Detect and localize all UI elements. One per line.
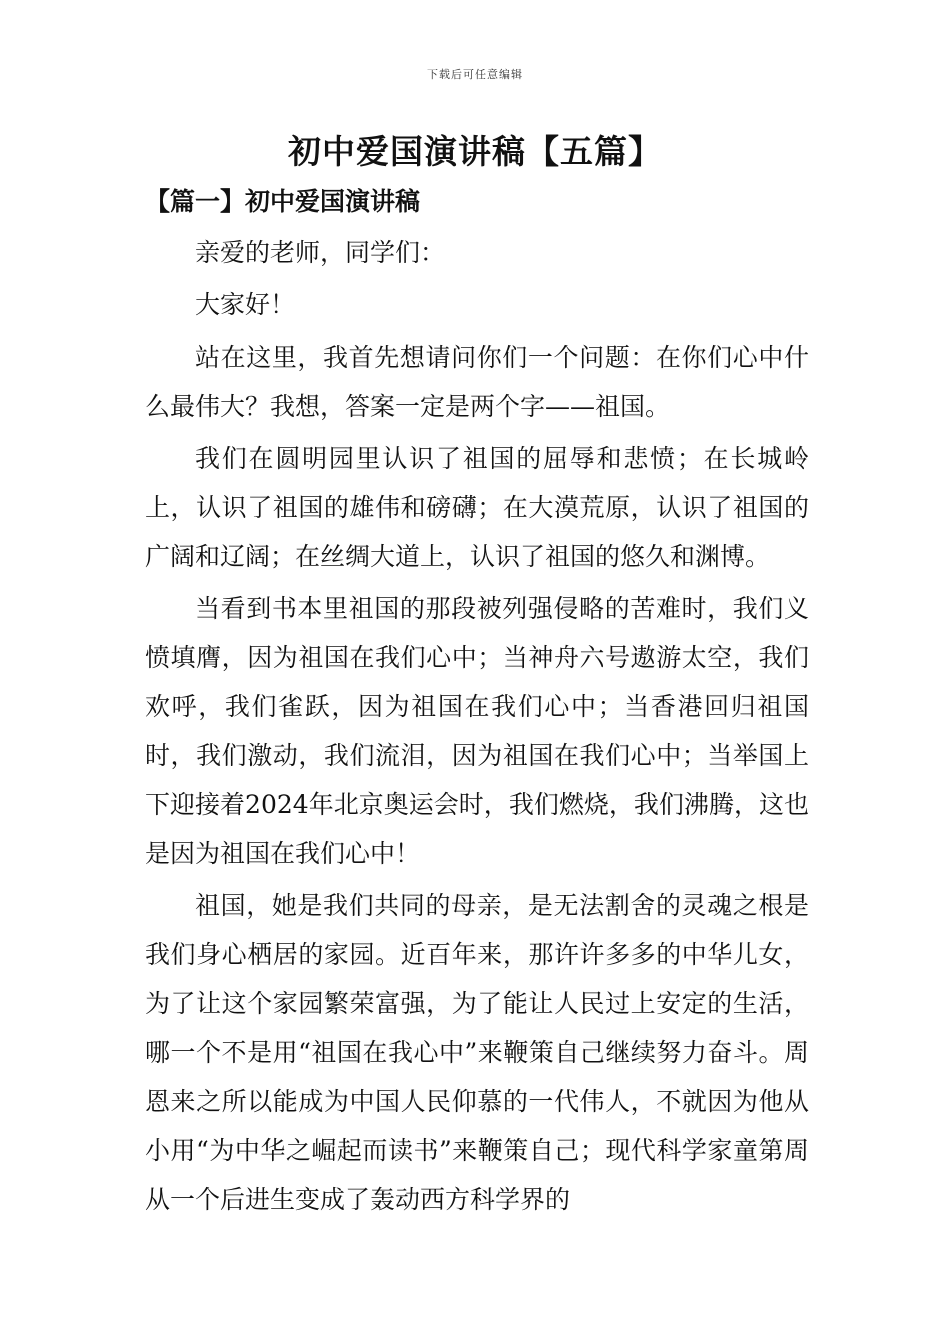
document-body	[145, 228, 809, 1228]
paragraph: 祖国，她是我们共同的母亲，是无法割舍的灵魂之根是我们身心栖居的家园。近百年来，那许许多多的中华儿女，为了让这个家园繁荣富强，为了能让人民过上安定的生活，哪一个不是用“祖国在我心中”来鞭策自己继续努力奋斗。周恩来之所以能成为中国人民仰慕的一代伟人，不就因为他从小用“为中华之崛起而读书”来鞭策自己；现代科学家童第周从一个后进生变成了轰动西方科学界的	[145, 891, 809, 1215]
paragraph-hello: 大家好！	[195, 290, 296, 320]
paragraph: 我们在圆明园里认识了祖国的屈辱和悲愤；在长城岭上，认识了祖国的雄伟和磅礴；在大漠荒原，认识了祖国的广阔和辽阔；在丝绸大道上，认识了祖国的悠久和渊博。	[145, 443, 809, 571]
paragraph: 当看到书本里祖国的那段被列强侵略的苦难时，我们义愤填膺，因为祖国在我们心中；当神舟六号遨游太空，我们欢呼，我们雀跃，因为祖国在我们心中；当香港回归祖国时，我们激动，我们流泪，因为祖国在我们心中；当举国上下迎接着2024年北京奥运会时，我们燃烧，我们沸腾，这也是因为祖国在我们心中！	[145, 594, 809, 869]
paragraph-greeting: 亲爱的老师，同学们：	[195, 238, 446, 267]
paragraph: 站在这里，我首先想请问你们一个问题：在你们心中什么最伟大？我想，答案一定是两个字——祖国。	[145, 342, 809, 421]
document-title: 初中爱国演讲稿【五篇】	[288, 132, 662, 171]
header-note: 下载后可任意编辑	[427, 68, 523, 81]
section-heading: 【篇一】初中爱国演讲稿	[145, 187, 421, 216]
